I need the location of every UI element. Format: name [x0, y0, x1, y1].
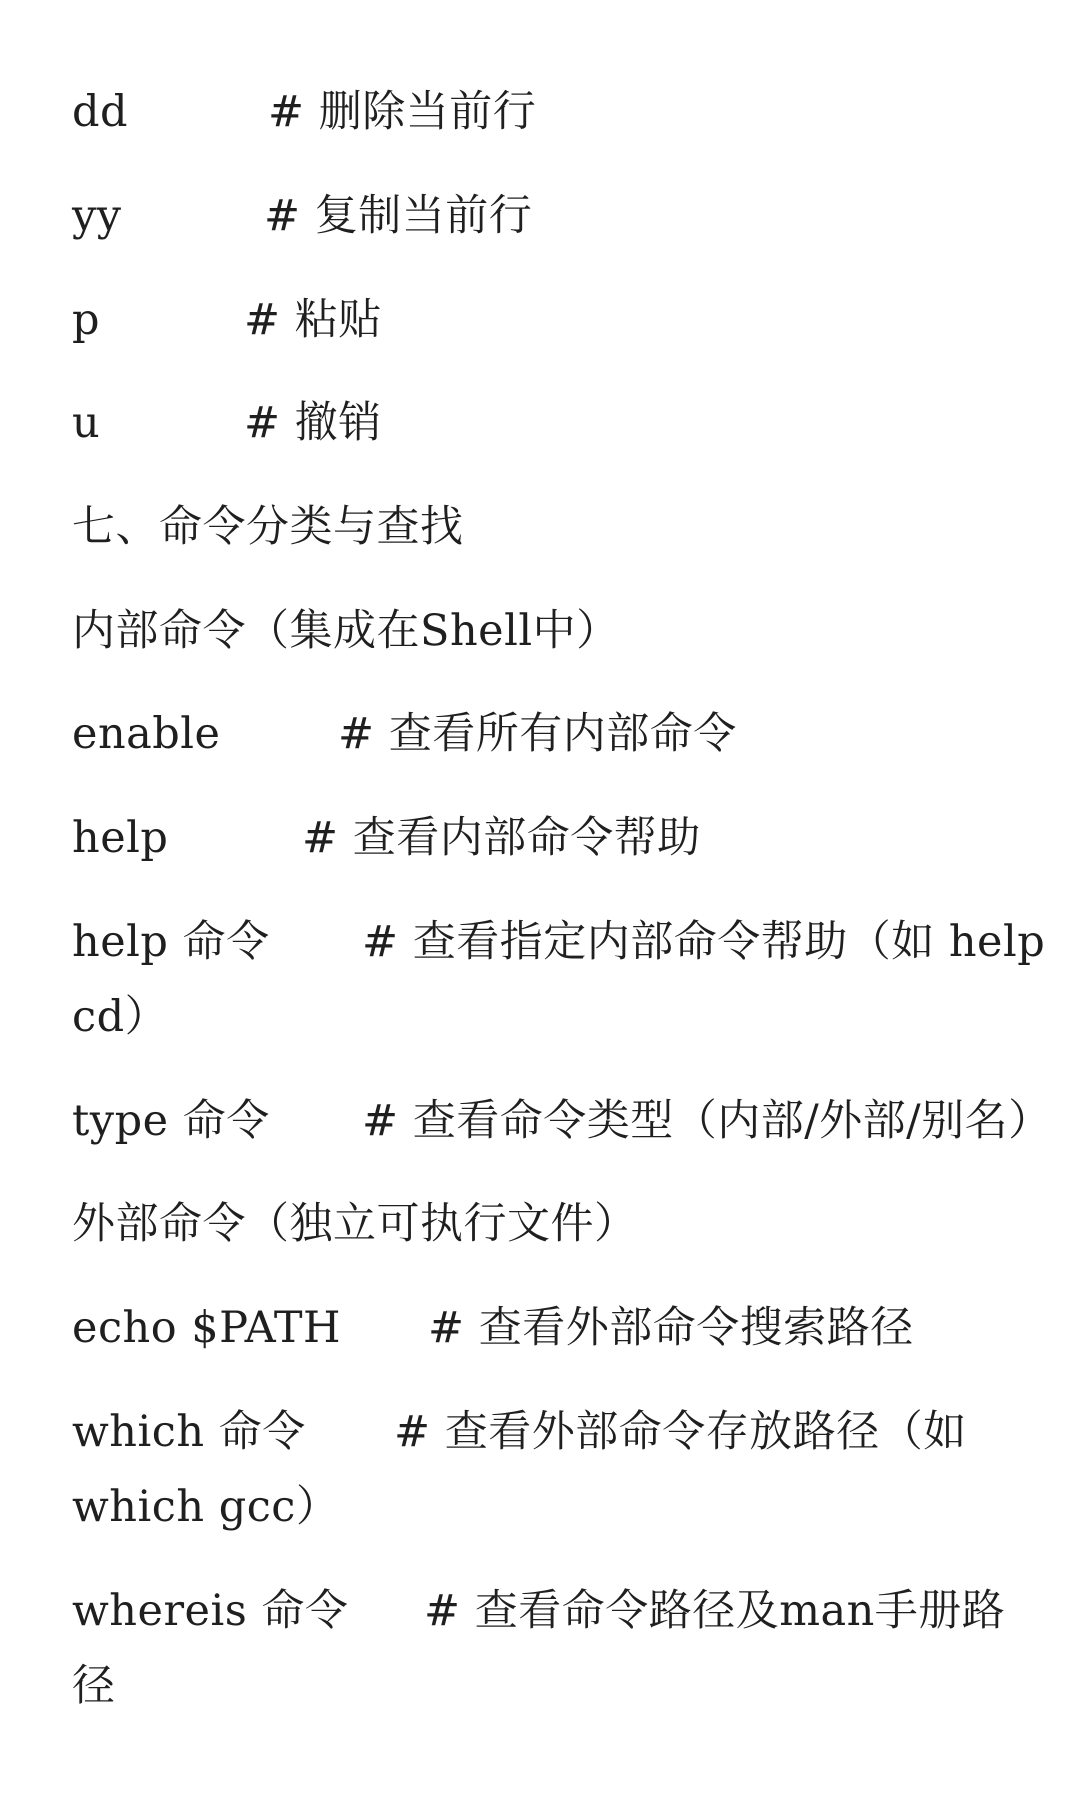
command-line [72, 905, 1046, 979]
command-comment: # 查看命令类型（内部/外部/别名） [362, 1096, 1052, 1146]
command-line [72, 1574, 1006, 1648]
command-text: dd [72, 87, 129, 137]
section-heading: 七、命令分类与查找 [72, 502, 464, 552]
command-comment: # 查看所有内部命令 [338, 709, 737, 759]
command-text: enable [72, 709, 221, 759]
command-comment: # 查看外部命令存放路径（如 [394, 1407, 967, 1457]
command-line [72, 697, 737, 771]
command-text: type 命令 [72, 1096, 270, 1146]
subsection-heading: 内部命令（集成在Shell中） [72, 606, 620, 656]
command-line [72, 1395, 967, 1469]
command-comment: # 粘贴 [244, 295, 382, 345]
command-line [72, 1291, 914, 1365]
subsection-heading: 外部命令（独立可执行文件） [72, 1199, 638, 1249]
command-text: yy [72, 191, 122, 241]
command-text: u [72, 398, 101, 448]
command-text: whereis 命令 [72, 1586, 349, 1636]
vim-command-line [72, 179, 533, 253]
vim-command-line [72, 386, 382, 460]
command-continuation: 径 [72, 1661, 116, 1711]
command-comment: # 查看内部命令帮助 [302, 813, 701, 863]
command-line [72, 801, 701, 875]
command-text: which 命令 [72, 1407, 306, 1457]
command-comment: # 查看命令路径及man手册路 [424, 1586, 1006, 1636]
command-comment: # 查看指定内部命令帮助（如 help [362, 917, 1046, 967]
command-text: help 命令 [72, 917, 270, 967]
command-continuation: which gcc） [72, 1482, 340, 1532]
command-comment: # 删除当前行 [268, 87, 537, 137]
document-body [72, 0, 1052, 1800]
command-comment: # 查看外部命令搜索路径 [428, 1303, 914, 1353]
command-comment: # 撤销 [244, 398, 382, 448]
command-text: p [72, 295, 101, 345]
command-text: help [72, 813, 169, 863]
vim-command-line [72, 283, 382, 357]
command-comment: # 复制当前行 [264, 191, 533, 241]
vim-command-line [72, 75, 537, 149]
command-continuation: cd） [72, 992, 169, 1042]
command-text: echo $PATH [72, 1303, 342, 1353]
command-line [72, 1084, 1052, 1158]
